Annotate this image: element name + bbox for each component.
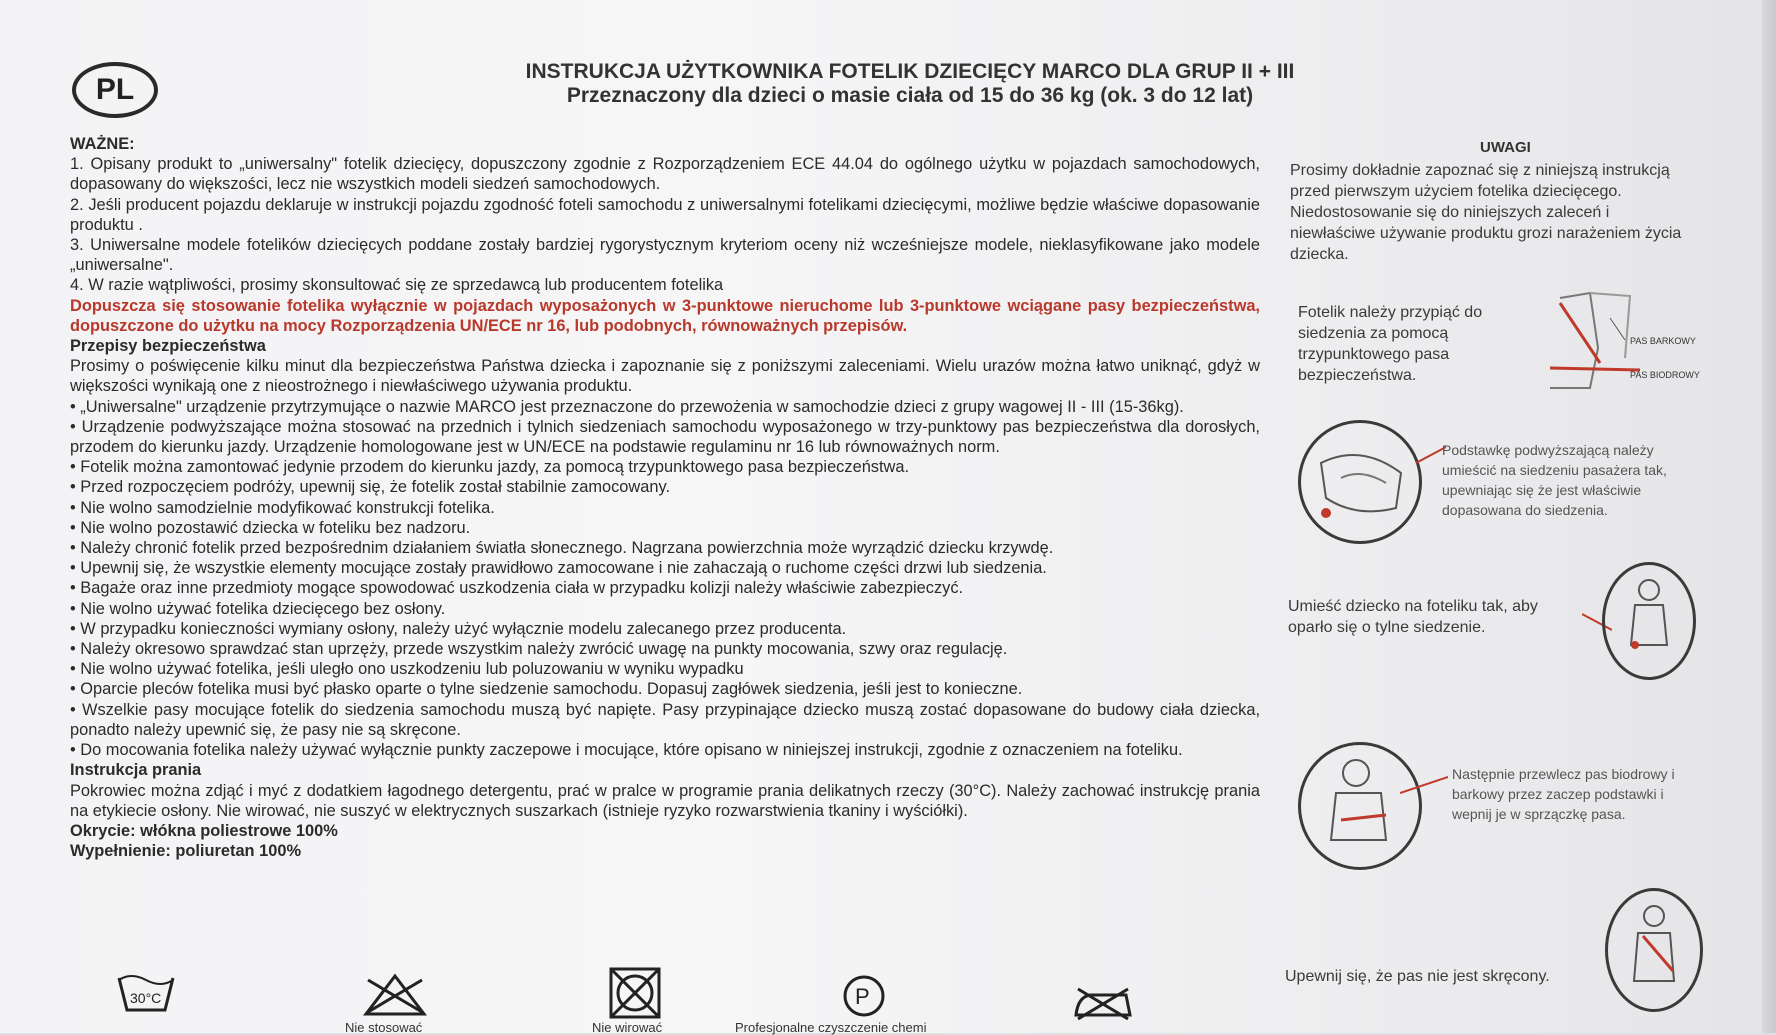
shoulder-belt-label: PAS BARKOWY bbox=[1630, 336, 1696, 346]
safety-bullet: • W przypadku konieczności wymiany osłony, należy użyć wyłącznie modelu zalecanego przez producenta. bbox=[70, 619, 847, 638]
child-seated-illustration bbox=[1602, 562, 1696, 680]
dry-clean-p-icon bbox=[841, 973, 887, 1019]
language-badge: PL bbox=[72, 62, 158, 118]
dry-clean-letter: P bbox=[855, 984, 870, 1009]
step-2-text: Podstawkę podwyższającą należy umieścić na siedzeniu pasażera tak, upewniając się że jest właściwie dopasowana do siedzenia. bbox=[1442, 442, 1667, 518]
pointer-line-icon bbox=[1400, 775, 1448, 795]
important-item-3: 3. Uniwersalne modele fotelików dziecięcych poddane zostały bardziej rygorystycznym kryteriom oceny niż wcześniejsze modele, nieklasyfikowane jako modele „uniwersalne". bbox=[70, 236, 1260, 275]
child-in-seat-icon bbox=[1605, 565, 1693, 677]
sheet-edge bbox=[1762, 0, 1776, 1033]
safety-heading: Przepisy bezpieczeństwa bbox=[70, 337, 266, 356]
step-5-text: Upewnij się, że pas nie jest skręcony. bbox=[1285, 968, 1550, 985]
wash-temp-label: 30°C bbox=[130, 990, 162, 1006]
no-bleach-caption: Nie stosować bbox=[345, 1020, 423, 1035]
washing-heading: Instrukcja prania bbox=[70, 761, 202, 780]
belt-check-illustration bbox=[1605, 888, 1703, 1012]
belt-routing-illustration bbox=[1298, 742, 1422, 870]
title-line-1: INSTRUKCJA UŻYTKOWNIKA FOTELIK DZIECIĘCY MARCO DLA GRUP II + III bbox=[525, 60, 1295, 83]
dry-clean-caption: Profesjonalne czyszczenie chemi bbox=[735, 1020, 927, 1035]
safety-bullet: • Należy chronić fotelik przed bezpośrednim działaniem światła słonecznego. Nagrzana powierzchnia może wyrządzić dziecku krzywdę. bbox=[70, 539, 1054, 558]
safety-bullet: • Bagaże oraz inne przedmioty mogące spowodować uszkodzenia ciała w przypadku kolizji należy właściwie zabezpieczyć. bbox=[70, 579, 964, 598]
important-heading: WAŻNE: bbox=[70, 135, 135, 153]
booster-placement-illustration bbox=[1298, 420, 1422, 544]
washing-text: Pokrowiec można zdjąć i myć z dodatkiem łagodnego detergentu, prać w pralce w programie prania delikatnych rzeczy (30°C). Należy zachować instrukcję prania na etykiecie osłony. Nie wirować, nie suszyć w elektrycznych suszarkach (istnieje ryzyko rozwarstwienia tkaniny i wyściółki). bbox=[70, 781, 1260, 820]
twisted-belt-icon bbox=[1608, 891, 1700, 1009]
important-item-1: 1. Opisany produkt to „uniwersalny" fotelik dziecięcy, dopuszczony zgodnie z Rozporządzeniem ECE 44.04 do ogólnego użytku w pojazdach samochodowych, dopasowany do większości, lecz nie wszystkich modeli siedzeń samochodowych. bbox=[70, 155, 1260, 194]
step-1-text: Fotelik należy przypiąć do siedzenia za pomocą trzypunktowego pasa bezpieczeństwa. bbox=[1298, 304, 1483, 384]
main-text-column bbox=[70, 134, 1260, 861]
step-3-text: Umieść dziecko na foteliku tak, aby oparło się o tylne siedzenie. bbox=[1288, 598, 1538, 636]
safety-bullet: • Wszelkie pasy mocujące fotelik do siedzenia samochodu muszą być napięte. Pasy przypinające dziecko muszą zostać dopasowane do budowy ciała dziecka, ponadto należy upewnić się, że pasy nie są skręcone. bbox=[70, 700, 1260, 739]
no-tumble-dry-caption: Nie wirować bbox=[592, 1020, 663, 1035]
safety-bullet: • Należy okresowo sprawdzać stan uprzęży, przede wszystkim należy zwrócić uwagę na punkty mocowania, szwy oraz regulację. bbox=[70, 640, 1008, 659]
safety-bullet: • Oparcie pleców fotelika musi być płasko oparte o tylne siedzenie samochodu. Dopasuj zagłówek siedzenia, jeśli jest to konieczne. bbox=[70, 680, 1023, 699]
no-bleach-icon bbox=[362, 972, 428, 1018]
safety-bullet: • Urządzenie podwyższające można stosować na przednich i tylnich siedzeniach samochodu wyposażonego w trzy-punktowy pas bezpieczeństwa dla dorosłych, przodem do kierunku jazdy. Urządzenie homologowane jest w UN/ECE na podstawie regulaminu nr 16 lub równoważnych norm. bbox=[70, 417, 1260, 457]
safety-bullet: • Nie wolno pozostawić dziecka w foteliku bez nadzoru. bbox=[70, 518, 471, 537]
step-4-text: Następnie przewlecz pas biodrowy i barkowy przez zaczep podstawki i wepnij je w sprzączkę pasa. bbox=[1452, 766, 1675, 822]
child-belt-icon bbox=[1301, 745, 1419, 867]
document-title bbox=[480, 60, 1340, 108]
safety-bullet: • Do mocowania fotelika należy używać wyłącznie punkty zaczepowe i mocujące, które opisano w niniejszej instrukcji, zgodnie z oznaczeniem na foteliku. bbox=[70, 741, 1183, 760]
belt-warning: Dopuszcza się stosowanie fotelika wyłącznie w pojazdach wyposażonych w 3-punktowe nieruchome lub 3-punktowe wciągane pasy bezpieczeństwa, dopuszczone do użytku na mocy Rozporządzenia UN/ECE nr 16, lub podobnych, równoważnych przepisów. bbox=[70, 296, 1260, 335]
filling-material: Wypełnienie: poliuretan 100% bbox=[70, 842, 302, 861]
seat-belt-diagram bbox=[1530, 288, 1705, 398]
safety-bullet: • Nie wolno samodzielnie modyfikować konstrukcji fotelika. bbox=[70, 498, 495, 517]
safety-bullet: • Przed rozpoczęciem podróży, upewnij się, że fotelik został stabilnie zamocowany. bbox=[70, 478, 671, 497]
uwagi-heading: UWAGI bbox=[1480, 139, 1531, 156]
title-line-2: Przeznaczony dla dzieci o masie ciała od 15 do 36 kg (ok. 3 do 12 lat) bbox=[566, 84, 1254, 107]
lap-belt-label: PAS BIODROWY bbox=[1630, 370, 1700, 380]
no-iron-icon bbox=[1070, 985, 1136, 1021]
wash-30-icon bbox=[115, 970, 177, 1020]
no-tumble-dry-icon bbox=[608, 966, 662, 1020]
safety-bullet: • Nie wolno używać fotelika dziecięcego bez osłony. bbox=[70, 599, 446, 618]
uwagi-text: Prosimy dokładnie zapoznać się z niniejszą instrukcją przed pierwszym użyciem fotelika dziecięcego. Niedostosowanie się do niniejszych zaleceń i niewłaściwe używanie produktu grozi narażeniem życia dziecka. bbox=[1290, 162, 1682, 263]
safety-bullet: • „Uniwersalne" urządzenie przytrzymujące o nazwie MARCO jest przeznaczone do przewożenia w samochodzie dzieci z grupy wagowej II - III (15-36kg). bbox=[70, 397, 1184, 416]
safety-bullet: • Nie wolno używać fotelika, jeśli uległo ono uszkodzeniu lub poluzowaniu w wyniku wypadku bbox=[70, 660, 744, 679]
important-item-4: 4. W razie wątpliwości, prosimy skonsultować się ze sprzedawcą lub producentem fotelika bbox=[70, 276, 724, 295]
booster-seat-icon bbox=[1301, 423, 1419, 541]
safety-bullet: • Fotelik można zamontować jedynie przodem do kierunku jazdy, za pomocą trzypunktowego pasa bezpieczeństwa. bbox=[70, 458, 910, 477]
important-item-2: 2. Jeśli producent pojazdu deklaruje w instrukcji pojazdu zgodność foteli samochodu z uniwersalnymi fotelikami dziecięcymi, możliwe będzie właściwe dopasowanie produktu . bbox=[70, 195, 1260, 234]
safety-intro: Prosimy o poświęcenie kilku minut dla bezpieczeństwa Państwa dziecka i zapoznanie się z poniższymi zaleceniami. Wielu urazów można łatwo uniknąć, gdyż w większości wynikają one z nieostrożnego i niewłaściwego używania produktu. bbox=[70, 357, 1260, 396]
safety-bullet: • Upewnij się, że wszystkie elementy mocujące zostały prawidłowo zamocowane i nie zahaczają o ruchome części drzwi lub siedzenia. bbox=[70, 559, 1047, 578]
cover-material: Okrycie: włókna poliestrowe 100% bbox=[70, 821, 338, 840]
